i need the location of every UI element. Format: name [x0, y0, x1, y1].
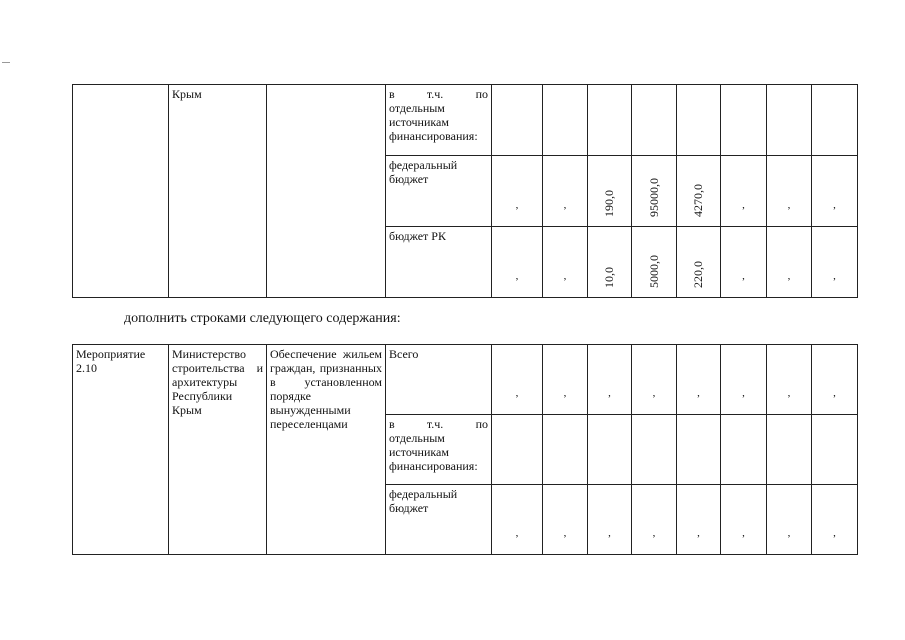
value-text: 4270,0: [691, 184, 705, 217]
value-cell: [721, 227, 767, 298]
value-cell: [721, 415, 767, 485]
value-cell: [588, 156, 632, 227]
value-dash: ,: [833, 199, 836, 211]
description-text: Обеспечение жильем граждан, признанных в установленном порядке вынужденными переселенцами: [270, 347, 382, 431]
value-cell: [492, 415, 543, 485]
description-cell: [267, 85, 386, 298]
funding-table-continued: [72, 84, 858, 298]
value-cell: [767, 227, 812, 298]
value-text: 190,0: [602, 190, 616, 217]
value-cell: [588, 345, 632, 415]
label-word: т.ч.: [426, 417, 444, 431]
row-label: [386, 85, 492, 156]
value-cell: [812, 156, 858, 227]
value-dash: ,: [742, 527, 745, 539]
value-cell: [543, 85, 588, 156]
value-text: 10,0: [602, 267, 616, 288]
row-label: [386, 345, 492, 415]
value-cell: [721, 85, 767, 156]
row-label: [386, 156, 492, 227]
value-dash: ,: [608, 387, 611, 399]
value-cell: [588, 415, 632, 485]
value-cell: [543, 227, 588, 298]
value-cell: [767, 345, 812, 415]
label-word: т.ч.: [426, 87, 444, 101]
value-cell: [588, 227, 632, 298]
label-rest: отдельным источникам финансирования:: [389, 431, 478, 473]
measure-text: Мероприятие 2.10: [76, 347, 146, 375]
value-dash: ,: [742, 199, 745, 211]
value-cell: [492, 485, 543, 555]
description-cell: [267, 345, 386, 555]
row-label-text: федеральный бюджет: [389, 487, 458, 515]
value-cell: [677, 227, 721, 298]
value-cell: [632, 415, 677, 485]
value-dash: ,: [833, 270, 836, 282]
value-cell: [632, 227, 677, 298]
funding-table-new-rows: [72, 344, 858, 555]
value-cell: [812, 415, 858, 485]
value-cell: [767, 415, 812, 485]
value-dash: ,: [563, 270, 567, 282]
value-cell: [677, 485, 721, 555]
value-dash: ,: [697, 527, 700, 539]
executor-text: Крым: [172, 87, 202, 101]
row-label: [386, 415, 492, 485]
label-word: в: [389, 87, 395, 101]
value-cell: [812, 85, 858, 156]
measure-cell: [73, 85, 169, 298]
label-word: в: [389, 417, 395, 431]
value-cell: [588, 85, 632, 156]
value-dash: ,: [652, 527, 656, 539]
measure-cell: [73, 345, 169, 555]
row-label-text: федеральный бюджет: [389, 158, 458, 186]
value-dash: ,: [697, 387, 700, 399]
value-cell: [812, 345, 858, 415]
value-cell: [632, 345, 677, 415]
value-cell: [677, 345, 721, 415]
value-cell: [543, 156, 588, 227]
value-text: 220,0: [691, 261, 705, 288]
value-dash: ,: [787, 270, 791, 282]
value-cell: [677, 156, 721, 227]
value-cell: [677, 415, 721, 485]
value-cell: [543, 485, 588, 555]
executor-cell: [169, 85, 267, 298]
value-cell: [588, 485, 632, 555]
value-dash: ,: [742, 387, 745, 399]
value-cell: [492, 345, 543, 415]
value-cell: [543, 415, 588, 485]
value-cell: [767, 85, 812, 156]
value-text: 5000,0: [646, 255, 661, 288]
label-word: по: [475, 417, 488, 431]
value-dash: ,: [515, 270, 519, 282]
value-text: 95000,0: [646, 178, 661, 217]
label-word: по: [475, 87, 488, 101]
value-dash: ,: [742, 270, 745, 282]
value-dash: ,: [563, 527, 567, 539]
label-rest: отдельным источникам финансирования:: [389, 101, 478, 143]
value-cell: [632, 485, 677, 555]
value-cell: [632, 156, 677, 227]
value-cell: [492, 227, 543, 298]
instruction-text: дополнить строками следующего содержания:: [124, 311, 401, 326]
value-cell: [492, 156, 543, 227]
row-label: [386, 485, 492, 555]
value-dash: ,: [833, 527, 836, 539]
value-dash: ,: [608, 527, 611, 539]
value-cell: [767, 156, 812, 227]
row-label-text: Всего: [389, 347, 419, 361]
value-dash: ,: [563, 387, 567, 399]
value-cell: [721, 485, 767, 555]
executor-text: Министерство строительства и архитектуры Республики Крым: [172, 347, 263, 417]
value-cell: [677, 85, 721, 156]
value-cell: [721, 156, 767, 227]
value-dash: ,: [515, 199, 519, 211]
value-dash: ,: [787, 527, 791, 539]
value-dash: ,: [833, 387, 836, 399]
value-cell: [492, 85, 543, 156]
value-dash: ,: [787, 199, 791, 211]
value-dash: ,: [515, 527, 519, 539]
value-cell: [812, 485, 858, 555]
value-cell: [721, 345, 767, 415]
margin-mark: [2, 62, 10, 63]
value-dash: ,: [563, 199, 567, 211]
row-label-text: бюджет РК: [389, 229, 446, 243]
value-dash: ,: [652, 387, 656, 399]
value-cell: [632, 85, 677, 156]
value-cell: [812, 227, 858, 298]
value-dash: ,: [515, 387, 519, 399]
row-label: [386, 227, 492, 298]
value-dash: ,: [787, 387, 791, 399]
value-cell: [543, 345, 588, 415]
executor-cell: [169, 345, 267, 555]
value-cell: [767, 485, 812, 555]
